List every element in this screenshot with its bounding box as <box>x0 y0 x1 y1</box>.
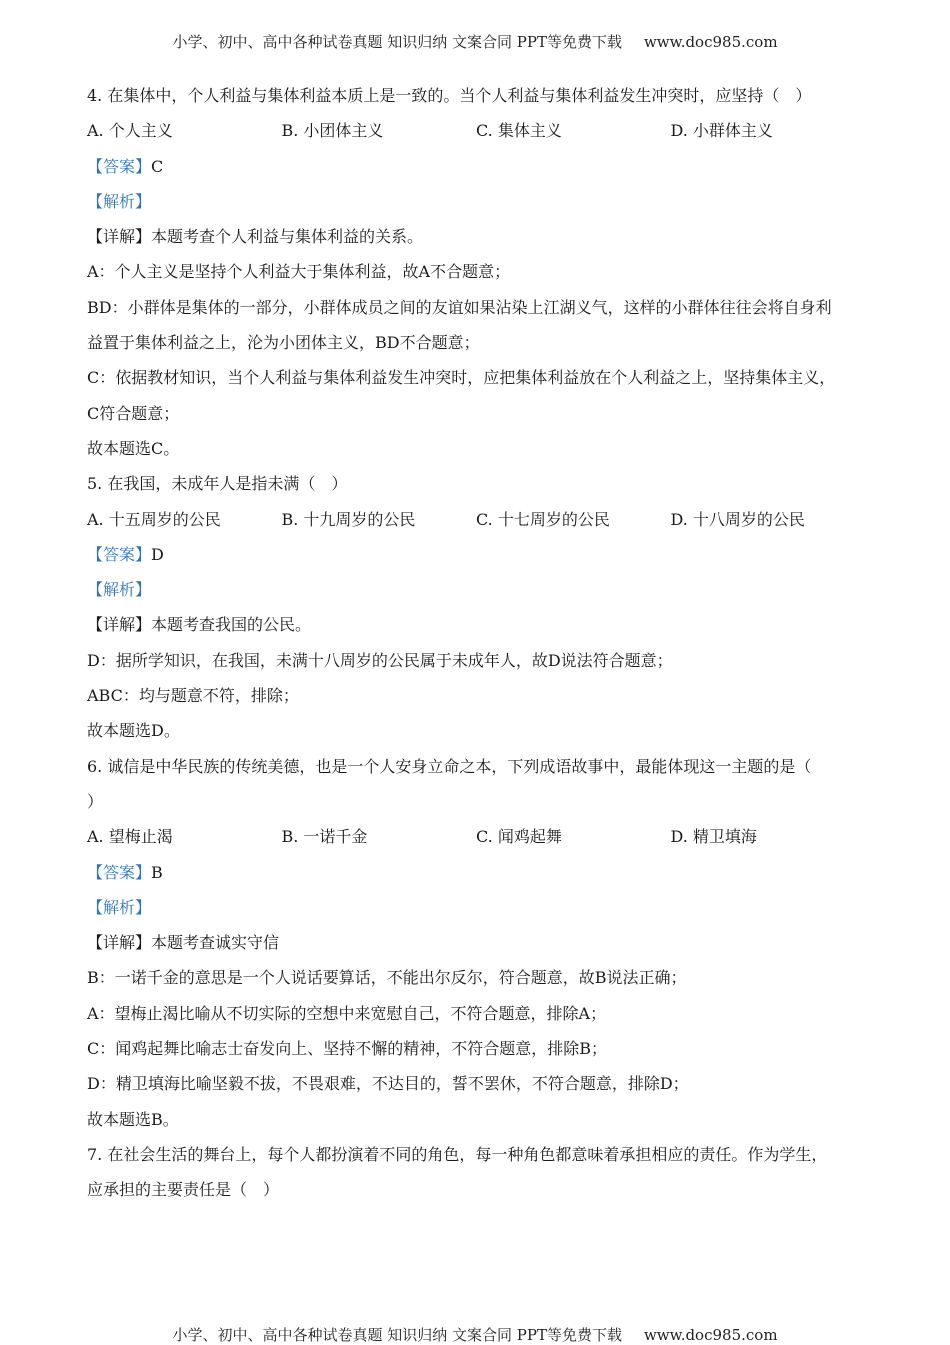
content <box>87 78 877 1208</box>
question-4-stem: 4. 在集体中，个人利益与集体利益本质上是一致的。当个人利益与集体利益发生冲突时，应坚持（ ） <box>87 86 812 105</box>
detail-label: 【详解】 <box>87 227 152 247</box>
header-site[interactable]: www.doc985.com <box>643 33 778 51</box>
question-4-line: C符合题意； <box>87 403 180 423</box>
option-a: A. 望梅止渴 <box>87 827 173 847</box>
question-4-line: BD：小群体是集体的一部分，小群体成员之间的友谊如果沾染上江湖义气，这样的小群体往往会将自身利 <box>87 297 832 317</box>
option-b: B. 一诺千金 <box>281 827 368 847</box>
detail-text: 本题考查诚实守信 <box>151 933 280 953</box>
footer-site[interactable]: www.doc985.com <box>643 1326 778 1344</box>
question-5-answer <box>87 537 877 572</box>
header-text: 小学、初中、高中各种试卷真题 知识归纳 文案合同 PPT等免费下载 <box>172 33 622 51</box>
answer-label: 【答案】 <box>87 862 152 882</box>
question-5-line: ABC：均与题意不符，排除； <box>87 686 299 706</box>
question-6-stem-cont: ） <box>87 791 104 811</box>
option-c: C. 闻鸡起舞 <box>476 827 562 847</box>
option-c: C. 集体主义 <box>476 121 562 141</box>
option-c: C. 十七周岁的公民 <box>476 509 610 529</box>
question-4-answer <box>87 149 877 184</box>
answer-label: 【答案】 <box>87 156 152 176</box>
page-header <box>0 31 950 52</box>
page-footer <box>0 1324 950 1345</box>
option-a: A. 十五周岁的公民 <box>87 509 221 529</box>
question-4-line: 故本题选C。 <box>87 438 180 458</box>
analysis-label: 【解析】 <box>87 191 152 211</box>
answer-value: B <box>151 862 163 882</box>
analysis-label: 【解析】 <box>87 580 152 600</box>
option-d: D. 十八周岁的公民 <box>670 509 805 529</box>
option-b: B. 十九周岁的公民 <box>281 509 416 529</box>
question-6-line: D：精卫填海比喻坚毅不拔，不畏艰难，不达目的，誓不罢休，不符合题意，排除D； <box>87 1074 689 1094</box>
detail-text: 本题考查个人利益与集体利益的关系。 <box>151 227 424 247</box>
question-7-stem: 7. 在社会生活的舞台上，每个人都扮演着不同的角色，每一种角色都意味着承担相应的责任。作为学生， <box>87 1144 828 1164</box>
question-4-line: C：依据教材知识，当个人利益与集体利益发生冲突时，应把集体利益放在个人利益之上，坚持集体主义， <box>87 368 836 388</box>
question-4-line: A：个人主义是坚持个人利益大于集体利益，故A不合题意； <box>87 262 511 282</box>
question-5-detail <box>87 607 877 642</box>
answer-label: 【答案】 <box>87 544 152 564</box>
question-6-detail <box>87 925 877 960</box>
question-4-options <box>87 113 877 148</box>
question-6-analysis <box>87 890 877 925</box>
question-6-answer <box>87 855 877 890</box>
question-4-line: 益置于集体利益之上，沦为小团体主义，BD不合题意； <box>87 333 480 353</box>
footer-text: 小学、初中、高中各种试卷真题 知识归纳 文案合同 PPT等免费下载 <box>172 1326 622 1344</box>
question-5-analysis <box>87 572 877 607</box>
question-5-line: D：据所学知识，在我国，未满十八周岁的公民属于未成年人，故D说法符合题意； <box>87 650 673 670</box>
detail-label: 【详解】 <box>87 933 152 953</box>
option-a: A. 个人主义 <box>87 121 173 141</box>
question-6-options <box>87 819 877 854</box>
answer-value: C <box>151 156 164 176</box>
question-4-analysis <box>87 184 877 219</box>
question-6-line: B：一诺千金的意思是一个人说话要算话，不能出尔反尔，符合题意，故B说法正确； <box>87 968 687 988</box>
question-5-line: 故本题选D。 <box>87 721 180 741</box>
answer-value: D <box>151 544 164 564</box>
question-4-detail <box>87 219 877 254</box>
question-5-stem: 5. 在我国，未成年人是指未满（ ） <box>87 474 348 494</box>
question-5-options <box>87 502 877 537</box>
detail-text: 本题考查我国的公民。 <box>151 615 312 635</box>
question-7-stem-cont: 应承担的主要责任是（ ） <box>87 1180 280 1200</box>
question-6-line: A：望梅止渴比喻从不切实际的空想中来宽慰自己，不符合题意，排除A； <box>87 1003 607 1023</box>
question-6-stem: 6. 诚信是中华民族的传统美德，也是一个人安身立命之本，下列成语故事中，最能体现这一主题的是（ <box>87 756 812 776</box>
option-d: D. 小群体主义 <box>670 121 773 141</box>
detail-label: 【详解】 <box>87 615 152 635</box>
question-6-line: 故本题选B。 <box>87 1109 179 1129</box>
analysis-label: 【解析】 <box>87 897 152 917</box>
question-6-line: C：闻鸡起舞比喻志士奋发向上、坚持不懈的精神，不符合题意，排除B； <box>87 1039 608 1059</box>
option-b: B. 小团体主义 <box>281 121 384 141</box>
option-d: D. 精卫填海 <box>670 827 757 847</box>
